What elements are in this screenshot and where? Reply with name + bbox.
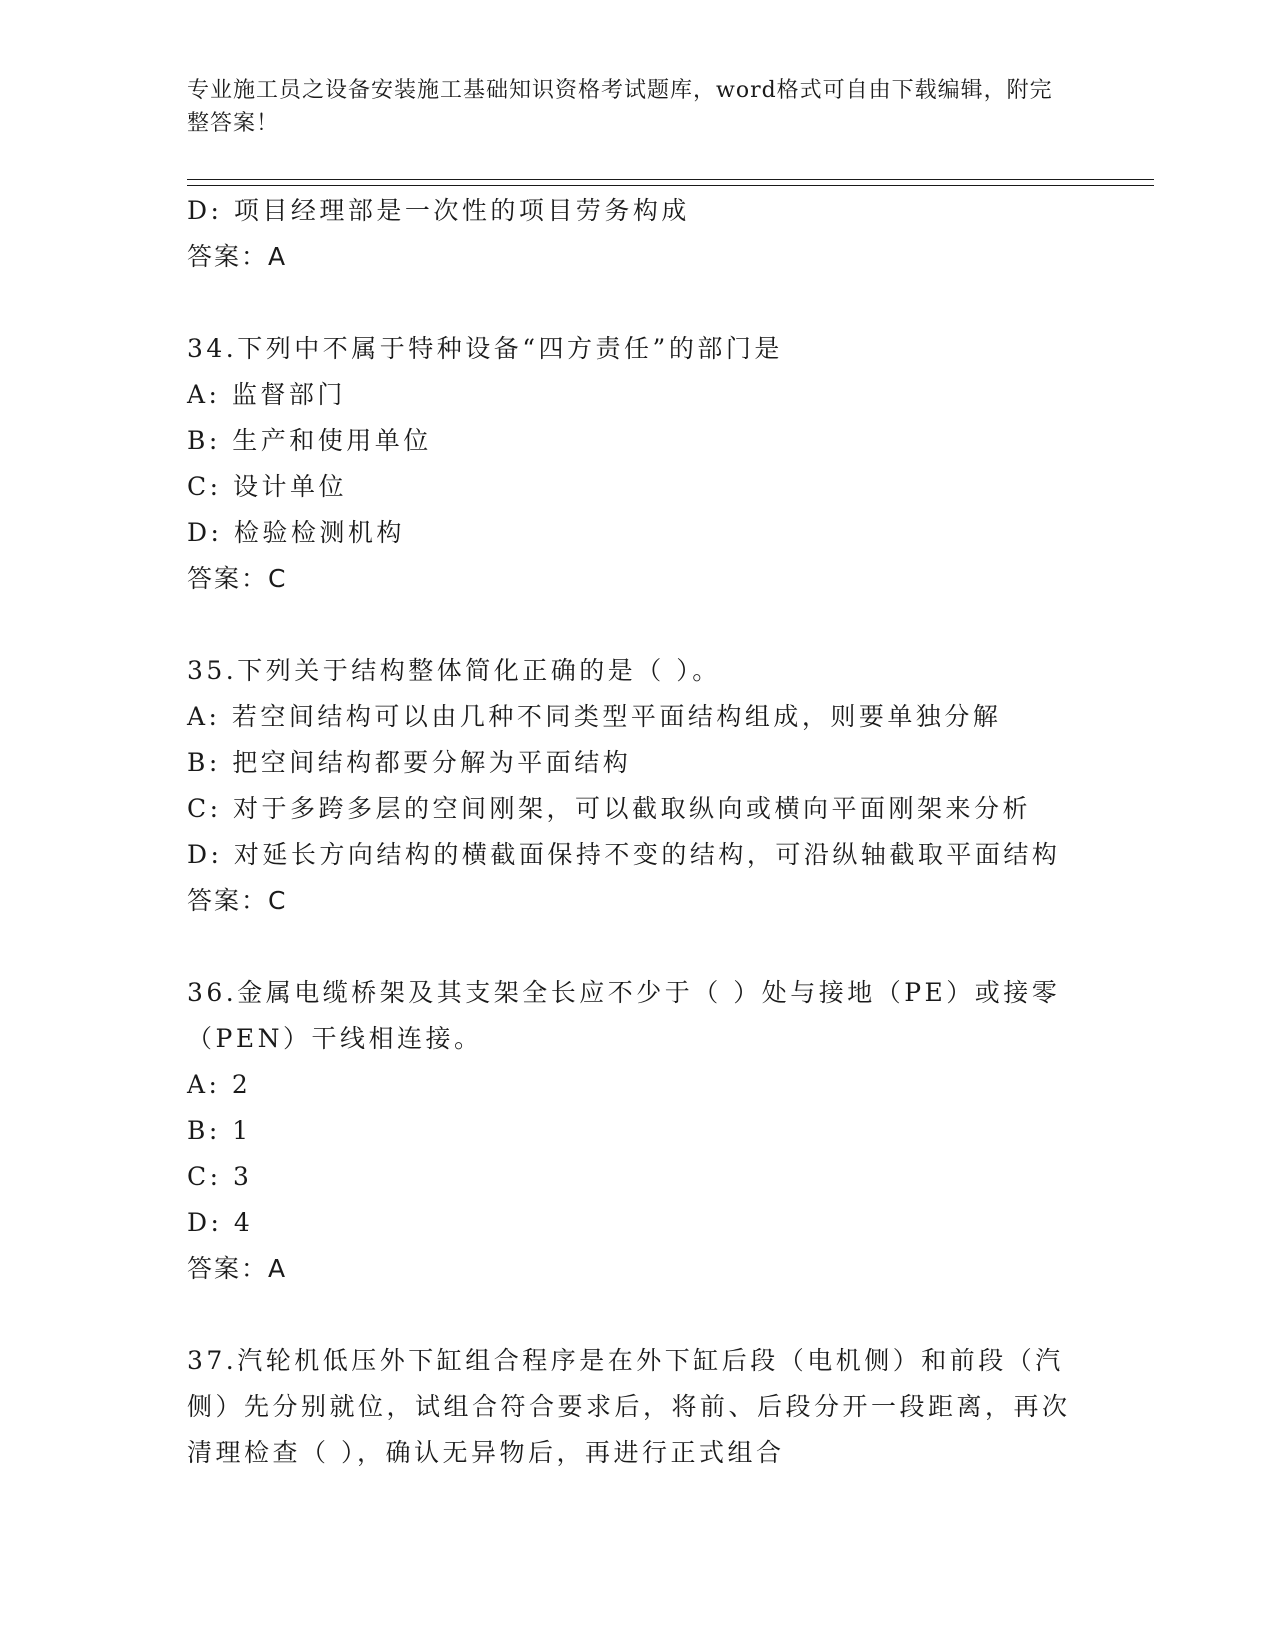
option-b-35: B: 把空间结构都要分解为平面结构 <box>187 748 632 777</box>
option-a-34: A: 监督部门 <box>187 380 346 409</box>
answer-carryover: 答案：A <box>187 242 288 271</box>
spacer <box>187 924 1087 970</box>
question-stem-35: 35.下列关于结构整体简化正确的是（ ）。 <box>187 656 721 685</box>
option-b-36: B: 1 <box>187 1116 252 1145</box>
option-d-34: D: 检验检测机构 <box>187 518 405 547</box>
answer-35: 答案：C <box>187 886 288 915</box>
option-a-35: A: 若空间结构可以由几种不同类型平面结构组成，则要单独分解 <box>187 702 1002 731</box>
option-d-35: D: 对延长方向结构的横截面保持不变的结构，可沿纵轴截取平面结构 <box>187 840 1061 869</box>
answer-36: 答案：A <box>187 1254 288 1283</box>
header-divider-bottom <box>187 185 1154 186</box>
option-c-36: C: 3 <box>187 1162 253 1191</box>
option-a-36: A: 2 <box>187 1070 252 1099</box>
option-c-35: C: 对于多跨多层的空间刚架，可以截取纵向或横向平面刚架来分析 <box>187 794 1032 823</box>
question-stem-36: 36.金属电缆桥架及其支架全长应不少于（ ）处与接地（PE）或接零（PEN）干线相连接。 <box>187 978 1061 1053</box>
option-b-34: B: 生产和使用单位 <box>187 426 432 455</box>
spacer <box>187 1292 1087 1338</box>
option-c-34: C: 设计单位 <box>187 472 347 501</box>
question-content <box>187 188 1087 1476</box>
spacer <box>187 602 1087 648</box>
header-divider-top <box>187 179 1154 180</box>
option-d-36: D: 4 <box>187 1208 254 1237</box>
question-stem-34: 34.下列中不属于特种设备“四方责任”的部门是 <box>187 334 783 363</box>
answer-34: 答案：C <box>187 564 288 593</box>
question-stem-37: 37.汽轮机低压外下缸组合程序是在外下缸后段（电机侧）和前段（汽侧）先分别就位，试组合符合要求后，将前、后段分开一段距离，再次清理检查（ ），确认无异物后，再进行正式组合 <box>187 1346 1071 1467</box>
option-d-carryover: D: 项目经理部是一次性的项目劳务构成 <box>187 196 690 225</box>
page-header: 专业施工员之设备安装施工基础知识资格考试题库，word格式可自由下载编辑，附完整答案！ <box>187 78 1053 136</box>
spacer <box>187 280 1087 326</box>
